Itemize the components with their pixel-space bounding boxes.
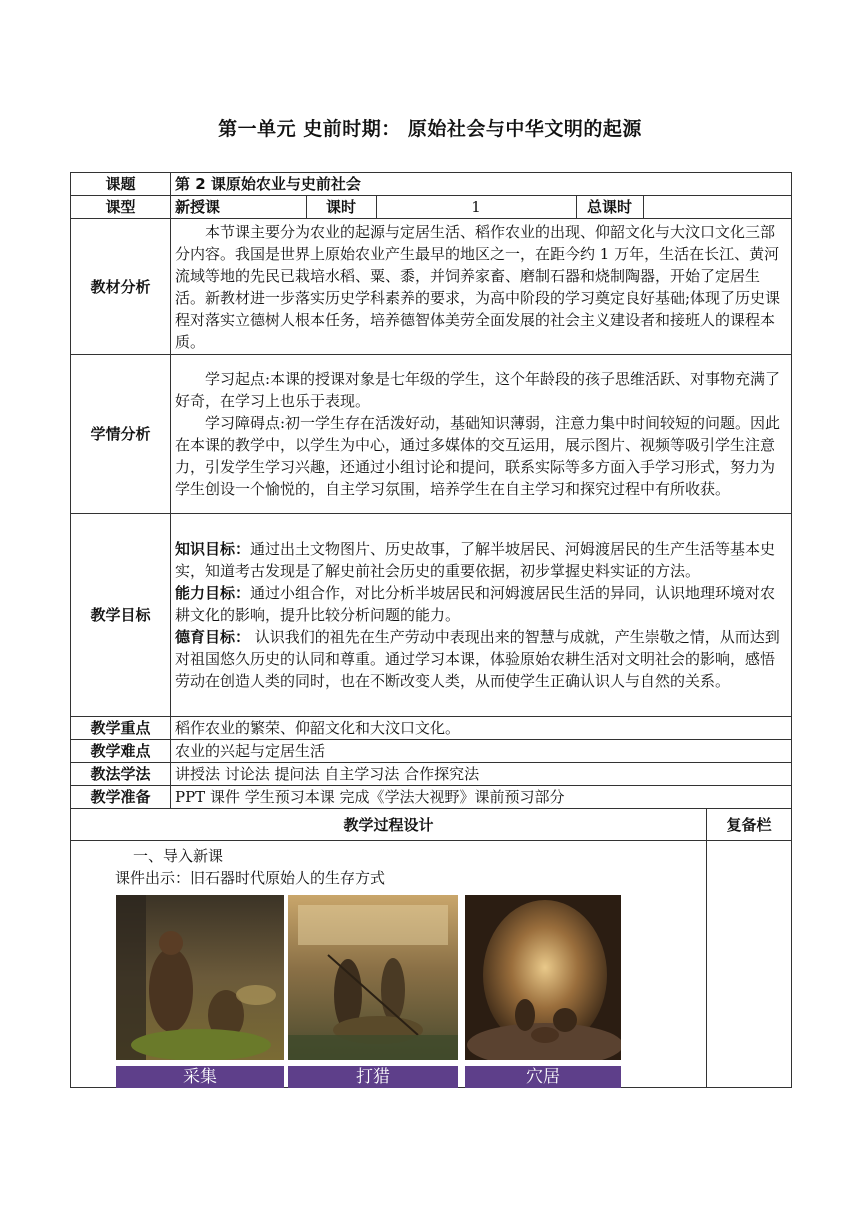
process-intro: 一、导入新课 — [133, 847, 224, 865]
row-learner — [71, 355, 792, 514]
method-label: 教法学法 — [71, 763, 171, 786]
topic-label: 课题 — [71, 173, 171, 196]
image-gathering — [116, 895, 284, 1088]
difficulty-text: 农业的兴起与定居生活 — [171, 740, 792, 763]
row-material — [71, 219, 792, 355]
period-label: 课时 — [306, 196, 376, 218]
material-text: 本节课主要分为农业的起源与定居生活、稻作农业的出现、仰韶文化与大汶口文化三部分内容。我国是世界上原始农业产生最早的地区之一，在距今约 1 万年，生活在长江、黄河流域等地的先民已栽培水稻、粟、黍，并饲养家畜、磨制石器和烧制陶器，开始了定居生活。新教材进一步落实历史学科素养的要求，为高中阶段的学习奠定良好基础;体现了历史课程对落实立德树人根本任务，培养德智体美劳全面发展的社会主义建设者和接班人的课程本质。 — [175, 222, 781, 351]
goal-knowledge-text: 通过出土文物图片、历史故事，了解半坡居民、河姆渡居民的生产生活等基本史实，知道考古发现是了解史前社会历史的重要依据，初步掌握史料实证的方法。 — [175, 540, 776, 580]
caption-cave: 穴居 — [465, 1066, 621, 1088]
row-key — [71, 717, 792, 740]
topic-value: 第 2 课原始农业与史前社会 — [171, 173, 792, 196]
goal-moral — [175, 626, 787, 692]
image-hunting — [288, 895, 458, 1088]
process-cell — [71, 841, 707, 1088]
goal-ability-text: 通过小组合作，对比分析半坡居民和河姆渡居民生活的异同，认识地理环境对农耕文化的影响，提升比较分析问题的能力。 — [175, 584, 776, 624]
process-header: 教学过程设计 — [71, 809, 707, 841]
row-method — [71, 763, 792, 786]
caption-hunting: 打猎 — [288, 1066, 458, 1088]
prep-text: PPT 课件 学生预习本课 完成《学法大视野》课前预习部分 — [171, 786, 792, 809]
difficulty-label: 教学难点 — [71, 740, 171, 763]
row-prep — [71, 786, 792, 809]
row-goals — [71, 514, 792, 717]
prep-label: 教学准备 — [71, 786, 171, 809]
method-text: 讲授法 讨论法 提问法 自主学习法 合作探究法 — [171, 763, 792, 786]
caption-gathering: 采集 — [116, 1066, 284, 1088]
row-process — [71, 841, 792, 1088]
hunting-photo — [288, 895, 458, 1060]
image-cave — [465, 895, 621, 1088]
material-label: 教材分析 — [71, 219, 171, 355]
goals-label: 教学目标 — [71, 514, 171, 717]
type-inner-table — [171, 196, 792, 218]
key-text: 稻作农业的繁荣、仰韶文化和大汶口文化。 — [171, 717, 792, 740]
row-process-header — [71, 809, 792, 841]
material-cell — [171, 219, 792, 355]
learner-cell — [171, 355, 792, 514]
review-header: 复备栏 — [707, 809, 792, 841]
cave-photo — [465, 895, 621, 1060]
goal-moral-label: 德育目标： — [175, 628, 251, 646]
type-value: 新授课 — [175, 198, 221, 216]
total-value — [643, 196, 792, 218]
review-cell — [707, 841, 792, 1088]
goal-ability — [175, 582, 787, 626]
row-topic — [71, 173, 792, 196]
page-title: 第一单元 史前时期： 原始社会与中华文明的起源 — [218, 118, 642, 140]
learner-text-1: 学习起点:本课的授课对象是七年级的学生，这个年龄段的孩子思维活跃、对事物充满了好奇，在学习上也乐于表现。 — [175, 370, 781, 410]
row-type — [71, 196, 792, 219]
lesson-plan-table — [70, 172, 792, 1088]
goal-ability-label: 能力目标： — [175, 584, 251, 602]
goals-cell — [171, 514, 792, 717]
period-value: 1 — [376, 196, 576, 218]
goal-knowledge — [175, 538, 787, 582]
key-label: 教学重点 — [71, 717, 171, 740]
learner-label: 学情分析 — [71, 355, 171, 514]
goal-moral-text: 认识我们的祖先在生产劳动中表现出来的智慧与成就，产生崇敬之情，从而达到对祖国悠久历史的认同和尊重。通过学习本课，体验原始农耕生活对文明社会的影响，感悟劳动在创造人类的同时，也在不断改变人类，从而使学生正确认识人与自然的关系。 — [175, 628, 780, 690]
type-label: 课型 — [71, 196, 171, 219]
gathering-photo — [116, 895, 284, 1060]
goal-knowledge-label: 知识目标： — [175, 540, 251, 558]
type-cell — [171, 196, 792, 219]
row-difficulty — [71, 740, 792, 763]
learner-text-2: 学习障碍点:初一学生存在活泼好动，基础知识薄弱，注意力集中时间较短的问题。因此在本课的教学中，以学生为中心，通过多媒体的交互运用，展示图片、视频等吸引学生注意力，引发学生学习兴趣，还通过小组讨论和提问，联系实际等多方面入手学习形式，努力为学生创设一个愉悦的，自主学习氛围，培养学生在自主学习和探究过程中有所收获。 — [175, 414, 781, 498]
image-row — [116, 895, 636, 1085]
total-label: 总课时 — [576, 196, 643, 218]
process-courseware: 课件出示：旧石器时代原始人的生存方式 — [115, 869, 386, 887]
